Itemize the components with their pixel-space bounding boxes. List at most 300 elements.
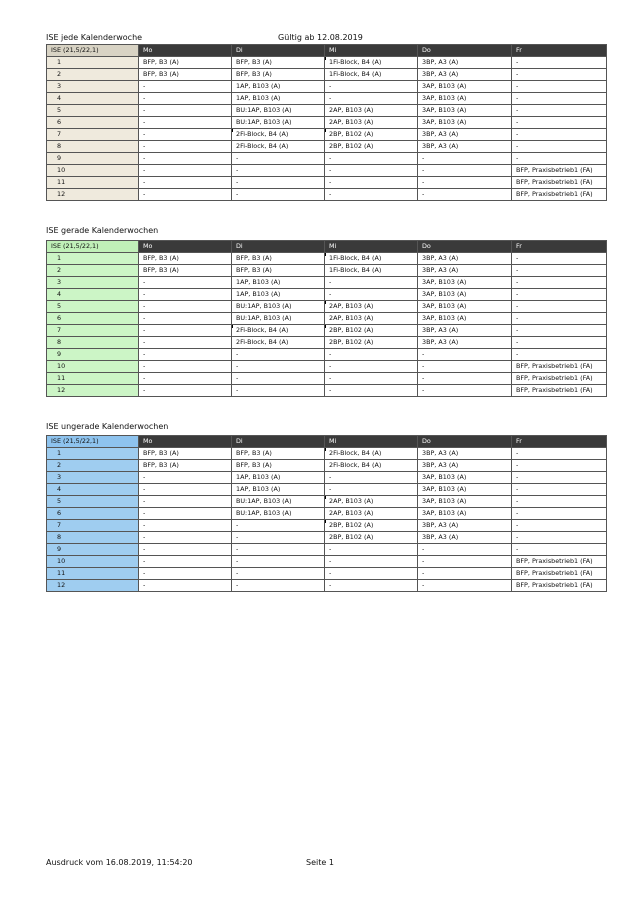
lesson-text: BFP, B3 (A) — [236, 461, 272, 469]
lesson-cell — [232, 313, 325, 325]
lesson-text: 3AP, B103 (A) — [422, 278, 467, 286]
lesson-cell — [232, 81, 325, 93]
lesson-text: 2BP, B102 (A) — [329, 521, 374, 529]
lesson-text: - — [329, 581, 332, 589]
lesson-cell — [232, 580, 325, 592]
lesson-text: BU:1AP, B103 (A) — [236, 302, 292, 310]
lesson-text: BFP, Praxisbetrieb1 (FA) — [516, 178, 593, 186]
lesson-cell — [139, 520, 232, 532]
lesson-text: 3BP, A3 (A) — [422, 254, 459, 262]
lesson-number-text: 6 — [57, 118, 62, 126]
lesson-number — [47, 472, 139, 484]
lesson-cell — [139, 556, 232, 568]
day-header: Do — [418, 45, 512, 57]
lesson-cell — [512, 57, 607, 69]
lesson-text: 1AP, B103 (A) — [236, 94, 281, 102]
lesson-number-text: 10 — [57, 362, 66, 370]
lesson-cell — [418, 93, 512, 105]
table-row — [47, 165, 607, 177]
lesson-text: 2BP, B102 (A) — [329, 130, 374, 138]
lesson-cell — [139, 496, 232, 508]
lesson-cell — [418, 177, 512, 189]
lesson-number — [47, 496, 139, 508]
lesson-cell — [139, 448, 232, 460]
lesson-cell — [325, 117, 418, 129]
timetable-even-weeks — [46, 240, 607, 397]
lesson-text: - — [329, 350, 332, 358]
lesson-text: - — [236, 190, 239, 198]
lesson-cell — [418, 301, 512, 313]
lesson-cell — [139, 460, 232, 472]
lesson-text: BFP, Praxisbetrieb1 (FA) — [516, 386, 593, 394]
lesson-text: - — [516, 130, 519, 138]
lesson-cell — [418, 448, 512, 460]
day-header: Fr — [512, 436, 607, 448]
lesson-cell — [232, 508, 325, 520]
lesson-number-text: 2 — [57, 266, 62, 274]
lesson-cell — [325, 544, 418, 556]
lesson-number-text: 8 — [57, 533, 62, 541]
lesson-cell — [418, 361, 512, 373]
lesson-text: - — [422, 350, 425, 358]
lesson-cell — [232, 385, 325, 397]
lesson-text: 1Fi-Block, B4 (A) — [329, 266, 382, 274]
lesson-cell — [232, 165, 325, 177]
lesson-text: BFP, Praxisbetrieb1 (FA) — [516, 362, 593, 370]
table-row — [47, 460, 607, 472]
lesson-text: - — [516, 533, 519, 541]
lesson-text: - — [143, 166, 146, 174]
lesson-text: - — [143, 302, 146, 310]
lesson-text: - — [329, 94, 332, 102]
lesson-cell — [418, 373, 512, 385]
lesson-text: - — [516, 509, 519, 517]
section-title-even-weeks: ISE gerade Kalenderwochen — [46, 226, 159, 235]
lesson-cell — [232, 57, 325, 69]
lesson-number-text: 3 — [57, 278, 62, 286]
lesson-cell — [325, 177, 418, 189]
lesson-text: 1AP, B103 (A) — [236, 473, 281, 481]
lesson-cell — [325, 165, 418, 177]
lesson-text: - — [329, 545, 332, 553]
lesson-text: - — [516, 314, 519, 322]
lesson-text: - — [143, 386, 146, 394]
day-header: Mi — [325, 45, 418, 57]
lesson-number-text: 4 — [57, 485, 62, 493]
lesson-text: - — [143, 497, 146, 505]
lesson-cell — [512, 253, 607, 265]
lesson-text: - — [143, 473, 146, 481]
lesson-cell — [139, 57, 232, 69]
lesson-text: - — [143, 485, 146, 493]
lesson-text: - — [516, 473, 519, 481]
lesson-text: 2Fi-Block, B4 (A) — [236, 326, 289, 334]
lesson-text: BFP, B3 (A) — [143, 449, 179, 457]
lesson-text: - — [516, 449, 519, 457]
lesson-number — [47, 141, 139, 153]
lesson-text: - — [236, 362, 239, 370]
lesson-cell — [325, 289, 418, 301]
lesson-cell — [232, 484, 325, 496]
lesson-cell — [139, 105, 232, 117]
lesson-number — [47, 129, 139, 141]
print-date: Ausdruck vom 16.08.2019, 11:54:20 — [46, 858, 193, 867]
lesson-cell — [325, 508, 418, 520]
lesson-text: 3BP, A3 (A) — [422, 449, 459, 457]
lesson-number-text: 7 — [57, 521, 62, 529]
block-marker — [232, 129, 234, 132]
lesson-number-text: 5 — [57, 497, 62, 505]
lesson-text: - — [329, 82, 332, 90]
lesson-text: - — [422, 178, 425, 186]
lesson-text: 1Fi-Block, B4 (A) — [329, 254, 382, 262]
table-row — [47, 301, 607, 313]
lesson-cell — [139, 385, 232, 397]
day-header: Fr — [512, 241, 607, 253]
lesson-text: - — [422, 386, 425, 394]
lesson-cell — [139, 153, 232, 165]
lesson-text: 3BP, A3 (A) — [422, 521, 459, 529]
table-row — [47, 544, 607, 556]
lesson-cell — [325, 153, 418, 165]
lesson-cell — [139, 313, 232, 325]
lesson-cell — [232, 532, 325, 544]
lesson-text: - — [329, 485, 332, 493]
lesson-number — [47, 105, 139, 117]
lesson-cell — [418, 484, 512, 496]
lesson-number — [47, 57, 139, 69]
section-title-every-week: ISE jede Kalenderwoche — [46, 33, 143, 42]
lesson-cell — [325, 361, 418, 373]
lesson-text: - — [516, 266, 519, 274]
lesson-cell — [232, 544, 325, 556]
day-header: Mi — [325, 241, 418, 253]
lesson-text: - — [143, 509, 146, 517]
table-row — [47, 568, 607, 580]
lesson-number-text: 11 — [57, 178, 66, 186]
lesson-cell — [325, 385, 418, 397]
lesson-text: BFP, B3 (A) — [236, 70, 272, 78]
lesson-number-text: 2 — [57, 461, 62, 469]
timetable-odd-weeks — [46, 435, 607, 592]
lesson-text: 1AP, B103 (A) — [236, 290, 281, 298]
lesson-text: - — [516, 278, 519, 286]
lesson-text: - — [516, 290, 519, 298]
lesson-number — [47, 253, 139, 265]
lesson-text: BFP, Praxisbetrieb1 (FA) — [516, 166, 593, 174]
lesson-cell — [325, 301, 418, 313]
block-marker — [325, 253, 327, 256]
lesson-number-text: 11 — [57, 569, 66, 577]
lesson-cell — [232, 69, 325, 81]
lesson-text: - — [516, 338, 519, 346]
table-row — [47, 81, 607, 93]
lesson-text: 2AP, B103 (A) — [329, 314, 374, 322]
lesson-text: - — [236, 557, 239, 565]
block-marker — [325, 520, 327, 523]
lesson-cell — [418, 556, 512, 568]
lesson-number — [47, 556, 139, 568]
lesson-number — [47, 337, 139, 349]
lesson-number — [47, 265, 139, 277]
lesson-number-text: 11 — [57, 374, 66, 382]
lesson-cell — [512, 373, 607, 385]
lesson-cell — [512, 289, 607, 301]
table-row — [47, 556, 607, 568]
lesson-text: - — [329, 557, 332, 565]
lesson-text: - — [236, 521, 239, 529]
lesson-text: - — [516, 497, 519, 505]
lesson-cell — [139, 544, 232, 556]
lesson-cell — [139, 277, 232, 289]
table-row — [47, 337, 607, 349]
lesson-text: - — [516, 58, 519, 66]
lesson-number — [47, 448, 139, 460]
lesson-number — [47, 508, 139, 520]
lesson-number-text: 7 — [57, 326, 62, 334]
lesson-text: BFP, Praxisbetrieb1 (FA) — [516, 374, 593, 382]
valid-from-label: Gültig ab 12.08.2019 — [278, 33, 363, 42]
lesson-cell — [139, 253, 232, 265]
class-header: ISE (21,5/22,1) — [47, 241, 139, 253]
lesson-number — [47, 568, 139, 580]
lesson-text: - — [236, 374, 239, 382]
lesson-number — [47, 69, 139, 81]
lesson-cell — [139, 349, 232, 361]
lesson-number — [47, 189, 139, 201]
lesson-cell — [512, 484, 607, 496]
lesson-text: - — [422, 362, 425, 370]
lesson-text: 3AP, B103 (A) — [422, 485, 467, 493]
lesson-cell — [325, 520, 418, 532]
lesson-number-text: 5 — [57, 302, 62, 310]
lesson-number — [47, 177, 139, 189]
lesson-cell — [512, 520, 607, 532]
lesson-cell — [232, 141, 325, 153]
lesson-text: 3BP, A3 (A) — [422, 326, 459, 334]
lesson-text: 3AP, B103 (A) — [422, 82, 467, 90]
lesson-text: - — [236, 350, 239, 358]
lesson-cell — [232, 105, 325, 117]
lesson-text: 3AP, B103 (A) — [422, 118, 467, 126]
lesson-text: - — [422, 190, 425, 198]
lesson-cell — [512, 81, 607, 93]
lesson-cell — [418, 253, 512, 265]
table-row — [47, 496, 607, 508]
table-row — [47, 472, 607, 484]
table-row — [47, 141, 607, 153]
lesson-number — [47, 580, 139, 592]
lesson-number-text: 12 — [57, 190, 66, 198]
lesson-cell — [512, 337, 607, 349]
lesson-cell — [325, 129, 418, 141]
lesson-cell — [232, 153, 325, 165]
lesson-cell — [512, 460, 607, 472]
lesson-text: - — [516, 70, 519, 78]
lesson-cell — [325, 313, 418, 325]
lesson-number-text: 1 — [57, 254, 62, 262]
lesson-cell — [418, 325, 512, 337]
block-marker — [325, 57, 327, 60]
lesson-number-text: 8 — [57, 338, 62, 346]
lesson-number-text: 3 — [57, 473, 62, 481]
lesson-cell — [325, 496, 418, 508]
lesson-cell — [512, 544, 607, 556]
lesson-cell — [232, 349, 325, 361]
lesson-text: 2AP, B103 (A) — [329, 509, 374, 517]
lesson-cell — [512, 301, 607, 313]
lesson-number-text: 7 — [57, 130, 62, 138]
lesson-cell — [232, 556, 325, 568]
lesson-text: 3BP, A3 (A) — [422, 142, 459, 150]
lesson-text: 3BP, A3 (A) — [422, 338, 459, 346]
day-header: Di — [232, 436, 325, 448]
lesson-number-text: 3 — [57, 82, 62, 90]
lesson-cell — [139, 361, 232, 373]
day-header: Mi — [325, 436, 418, 448]
lesson-cell — [139, 568, 232, 580]
lesson-number-text: 10 — [57, 166, 66, 174]
lesson-text: 1AP, B103 (A) — [236, 485, 281, 493]
lesson-number — [47, 277, 139, 289]
lesson-cell — [512, 153, 607, 165]
lesson-text: 3AP, B103 (A) — [422, 94, 467, 102]
lesson-cell — [512, 265, 607, 277]
lesson-number — [47, 460, 139, 472]
lesson-text: - — [143, 362, 146, 370]
lesson-cell — [232, 361, 325, 373]
lesson-number — [47, 81, 139, 93]
lesson-number-text: 8 — [57, 142, 62, 150]
lesson-cell — [325, 105, 418, 117]
lesson-text: 2BP, B102 (A) — [329, 338, 374, 346]
lesson-text: - — [143, 533, 146, 541]
lesson-text: 2BP, B102 (A) — [329, 142, 374, 150]
lesson-cell — [232, 265, 325, 277]
lesson-text: 1AP, B103 (A) — [236, 82, 281, 90]
lesson-cell — [418, 141, 512, 153]
table-row — [47, 313, 607, 325]
lesson-text: 3AP, B103 (A) — [422, 497, 467, 505]
lesson-text: BU:1AP, B103 (A) — [236, 106, 292, 114]
lesson-number — [47, 117, 139, 129]
lesson-cell — [232, 289, 325, 301]
lesson-text: 3BP, A3 (A) — [422, 533, 459, 541]
lesson-cell — [325, 556, 418, 568]
table-row — [47, 57, 607, 69]
lesson-text: - — [422, 545, 425, 553]
lesson-cell — [139, 265, 232, 277]
lesson-text: - — [422, 569, 425, 577]
lesson-cell — [139, 177, 232, 189]
lesson-text: - — [516, 485, 519, 493]
lesson-text: - — [236, 154, 239, 162]
lesson-text: 3BP, A3 (A) — [422, 58, 459, 66]
lesson-cell — [512, 568, 607, 580]
lesson-text: - — [143, 374, 146, 382]
lesson-text: 3AP, B103 (A) — [422, 509, 467, 517]
table-row — [47, 153, 607, 165]
lesson-cell — [512, 325, 607, 337]
lesson-text: - — [329, 154, 332, 162]
lesson-number-text: 1 — [57, 58, 62, 66]
lesson-text: 3BP, A3 (A) — [422, 461, 459, 469]
day-header: Mo — [139, 436, 232, 448]
lesson-cell — [418, 277, 512, 289]
lesson-text: - — [236, 545, 239, 553]
day-header: Do — [418, 436, 512, 448]
lesson-text: 2AP, B103 (A) — [329, 106, 374, 114]
lesson-cell — [232, 460, 325, 472]
lesson-cell — [232, 189, 325, 201]
lesson-text: - — [516, 302, 519, 310]
lesson-text: - — [236, 581, 239, 589]
lesson-text: BFP, B3 (A) — [143, 70, 179, 78]
lesson-text: - — [143, 190, 146, 198]
lesson-number — [47, 385, 139, 397]
lesson-cell — [512, 496, 607, 508]
day-header: Di — [232, 241, 325, 253]
lesson-cell — [418, 117, 512, 129]
lesson-text: 2AP, B103 (A) — [329, 118, 374, 126]
lesson-text: 3AP, B103 (A) — [422, 302, 467, 310]
lesson-text: 2Fi-Block, B4 (A) — [329, 461, 382, 469]
lesson-text: BFP, B3 (A) — [236, 449, 272, 457]
lesson-cell — [325, 580, 418, 592]
table-row — [47, 93, 607, 105]
lesson-cell — [512, 277, 607, 289]
lesson-text: - — [329, 290, 332, 298]
section-title-odd-weeks: ISE ungerade Kalenderwochen — [46, 422, 169, 431]
lesson-cell — [232, 520, 325, 532]
lesson-text: BFP, B3 (A) — [143, 58, 179, 66]
lesson-number — [47, 325, 139, 337]
block-marker — [325, 496, 327, 499]
lesson-cell — [232, 129, 325, 141]
lesson-cell — [139, 508, 232, 520]
lesson-cell — [325, 568, 418, 580]
day-header: Di — [232, 45, 325, 57]
block-marker — [325, 129, 327, 132]
lesson-cell — [139, 532, 232, 544]
lesson-text: - — [329, 386, 332, 394]
lesson-cell — [325, 349, 418, 361]
lesson-cell — [232, 337, 325, 349]
lesson-cell — [232, 568, 325, 580]
table-row — [47, 105, 607, 117]
lesson-cell — [418, 81, 512, 93]
page-number: Seite 1 — [306, 858, 334, 867]
lesson-text: - — [516, 118, 519, 126]
lesson-cell — [232, 301, 325, 313]
lesson-text: - — [236, 569, 239, 577]
lesson-text: - — [516, 142, 519, 150]
table-row — [47, 277, 607, 289]
lesson-cell — [139, 93, 232, 105]
lesson-cell — [418, 105, 512, 117]
lesson-cell — [325, 189, 418, 201]
lesson-cell — [512, 508, 607, 520]
lesson-text: - — [143, 94, 146, 102]
lesson-cell — [232, 277, 325, 289]
lesson-text: BFP, B3 (A) — [236, 254, 272, 262]
lesson-number-text: 2 — [57, 70, 62, 78]
lesson-cell — [418, 189, 512, 201]
lesson-text: - — [143, 326, 146, 334]
lesson-text: - — [329, 278, 332, 286]
lesson-text: 3BP, A3 (A) — [422, 70, 459, 78]
lesson-cell — [418, 568, 512, 580]
